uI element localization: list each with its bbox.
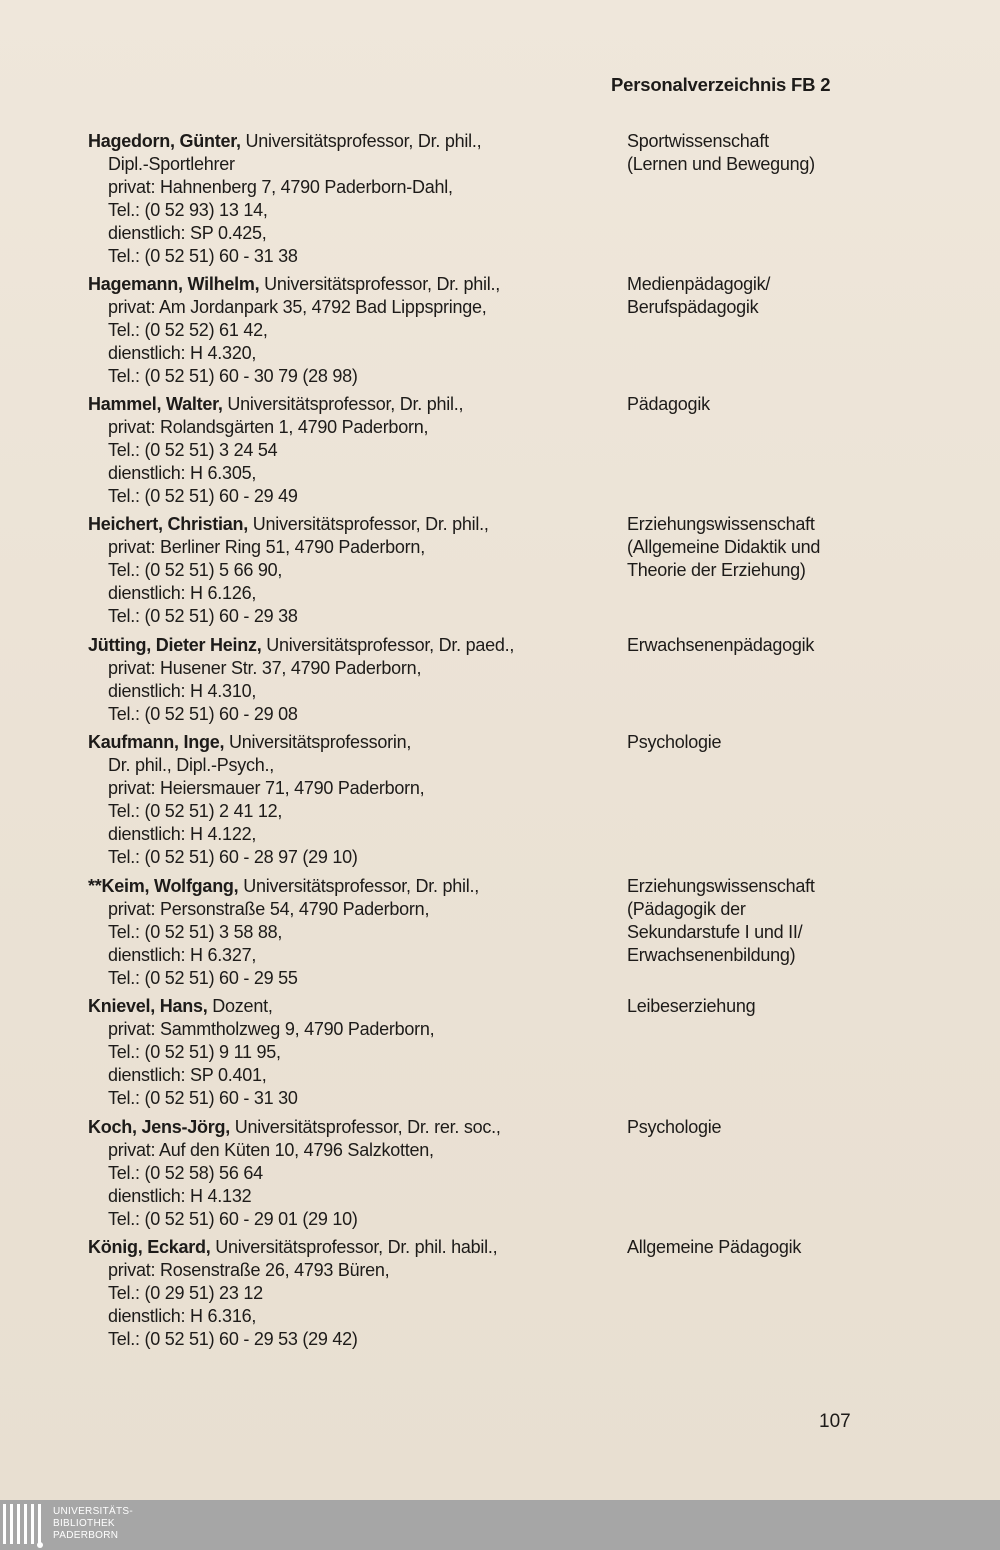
entry-line: dienstlich: H 4.122, xyxy=(108,824,257,844)
person-title: Dozent, xyxy=(207,996,273,1016)
entry-line: dienstlich: SP 0.425, xyxy=(108,223,267,243)
person-title: Universitätsprofessor, Dr. phil., xyxy=(240,131,482,151)
field-line: Allgemeine Pädagogik xyxy=(627,1237,802,1257)
person-title: Universitätsprofessor, Dr. phil., xyxy=(248,514,489,534)
field-line: Sekundarstufe I und II/ xyxy=(627,922,803,942)
person-name: Knievel, Hans, xyxy=(88,996,208,1016)
entry-line: privat: Am Jordanpark 35, 4792 Bad Lippspringe, xyxy=(108,297,487,317)
person-name: Hagedorn, Günter, xyxy=(88,131,241,151)
field-line: (Lernen und Bewegung) xyxy=(627,154,815,174)
field-line: Psychologie xyxy=(627,1117,722,1137)
entry-first-line xyxy=(88,273,608,296)
entry-line: privat: Rolandsgärten 1, 4790 Paderborn, xyxy=(108,417,429,437)
field-line: Erziehungswissenschaft xyxy=(627,876,815,896)
person-name: Hammel, Walter, xyxy=(88,394,223,414)
entry-details xyxy=(88,634,608,726)
entry-details xyxy=(88,1116,608,1231)
entry-details xyxy=(88,875,608,990)
entry-line: dienstlich: SP 0.401, xyxy=(108,1065,267,1085)
subject-field xyxy=(627,273,877,319)
subject-field xyxy=(627,513,877,582)
logo-line: UNIVERSITÄTS- xyxy=(53,1506,134,1517)
entry-line: Tel.: (0 52 93) 13 14, xyxy=(108,200,268,220)
entry-line: Tel.: (0 29 51) 23 12 xyxy=(108,1283,263,1303)
field-line: (Allgemeine Didaktik und xyxy=(627,537,821,557)
entry-line: Tel.: (0 52 51) 3 58 88, xyxy=(108,922,283,942)
field-line: Psychologie xyxy=(627,732,722,752)
entry-line: privat: Hahnenberg 7, 4790 Paderborn-Dahl, xyxy=(108,177,453,197)
entry-line: dienstlich: H 6.305, xyxy=(108,463,257,483)
entry-line: Dr. phil., Dipl.-Psych., xyxy=(108,755,275,775)
entry-line: Tel.: (0 52 51) 60 - 31 30 xyxy=(108,1088,298,1108)
logo-line: BIBLIOTHEK xyxy=(53,1518,115,1529)
entry-line: dienstlich: H 4.310, xyxy=(108,681,257,701)
subject-field xyxy=(627,1116,877,1139)
entry-first-line xyxy=(88,634,608,657)
person-name: König, Eckard, xyxy=(88,1237,211,1257)
person-name: Kaufmann, Inge, xyxy=(88,732,225,752)
entry-line: Tel.: (0 52 51) 60 - 29 49 xyxy=(108,486,298,506)
person-title: Universitätsprofessor, Dr. rer. soc., xyxy=(230,1117,501,1137)
entry-line: privat: Husener Str. 37, 4790 Paderborn, xyxy=(108,658,422,678)
field-line: Leibeserziehung xyxy=(627,996,756,1016)
person-title: Universitätsprofessor, Dr. phil., xyxy=(222,394,464,414)
entry-first-line xyxy=(88,875,608,898)
entry-line: privat: Rosenstraße 26, 4793 Büren, xyxy=(108,1260,390,1280)
entry-first-line xyxy=(88,393,608,416)
field-line: Pädagogik xyxy=(627,394,710,414)
entry-details xyxy=(88,273,608,388)
entry-line: Tel.: (0 52 58) 56 64 xyxy=(108,1163,263,1183)
library-footer xyxy=(0,1500,1000,1550)
entry-first-line xyxy=(88,513,608,536)
entry-line: Tel.: (0 52 51) 60 - 29 55 xyxy=(108,968,298,988)
person-name: Jütting, Dieter Heinz, xyxy=(88,635,262,655)
entry-line: privat: Berliner Ring 51, 4790 Paderborn, xyxy=(108,537,425,557)
entry-line: Tel.: (0 52 51) 60 - 29 53 (29 42) xyxy=(108,1329,358,1349)
person-title: Universitätsprofessor, Dr. phil. habil., xyxy=(210,1237,498,1257)
entry-line: Tel.: (0 52 51) 60 - 31 38 xyxy=(108,246,298,266)
logo-dot-icon xyxy=(37,1542,43,1548)
person-title: Universitätsprofessor, Dr. paed., xyxy=(261,635,515,655)
entry-details xyxy=(88,731,608,869)
entry-line: Tel.: (0 52 52) 61 42, xyxy=(108,320,268,340)
subject-field xyxy=(627,1236,877,1259)
entry-details xyxy=(88,130,608,268)
entry-line: Tel.: (0 52 51) 60 - 29 01 (29 10) xyxy=(108,1209,358,1229)
subject-field xyxy=(627,995,877,1018)
field-line: Sportwissenschaft xyxy=(627,131,769,151)
field-line: Berufspädagogik xyxy=(627,297,759,317)
subject-field xyxy=(627,634,877,657)
entry-details xyxy=(88,513,608,628)
subject-field xyxy=(627,130,877,176)
entry-first-line xyxy=(88,995,608,1018)
page-number: 107 xyxy=(819,1411,851,1432)
entry-line: Tel.: (0 52 51) 60 - 29 08 xyxy=(108,704,298,724)
field-line: (Pädagogik der xyxy=(627,899,746,919)
subject-field xyxy=(627,875,877,967)
field-line: Erwachsenenbildung) xyxy=(627,945,796,965)
entry-line: dienstlich: H 4.320, xyxy=(108,343,257,363)
field-line: Erziehungswissenschaft xyxy=(627,514,815,534)
person-title: Universitätsprofessor, Dr. phil., xyxy=(259,274,500,294)
entry-first-line xyxy=(88,731,608,754)
person-name: **Keim, Wolfgang, xyxy=(88,876,239,896)
person-name: Hagemann, Wilhelm, xyxy=(88,274,260,294)
entry-line: Tel.: (0 52 51) 5 66 90, xyxy=(108,560,283,580)
entry-line: privat: Personstraße 54, 4790 Paderborn, xyxy=(108,899,430,919)
entry-details xyxy=(88,1236,608,1351)
person-name: Heichert, Christian, xyxy=(88,514,249,534)
entry-line: dienstlich: H 4.132 xyxy=(108,1186,252,1206)
person-title: Universitätsprofessorin, xyxy=(224,732,412,752)
field-line: Erwachsenenpädagogik xyxy=(627,635,815,655)
page-header: Personalverzeichnis FB 2 xyxy=(611,74,831,95)
subject-field xyxy=(627,393,877,416)
field-line: Theorie der Erziehung) xyxy=(627,560,806,580)
entry-details xyxy=(88,393,608,508)
entry-line: privat: Sammtholzweg 9, 4790 Paderborn, xyxy=(108,1019,435,1039)
library-logo-icon xyxy=(3,1504,47,1546)
entry-line: Tel.: (0 52 51) 60 - 28 97 (29 10) xyxy=(108,847,358,867)
entry-details xyxy=(88,995,608,1110)
person-title: Universitätsprofessor, Dr. phil., xyxy=(238,876,480,896)
entry-line: dienstlich: H 6.126, xyxy=(108,583,257,603)
entry-line: dienstlich: H 6.316, xyxy=(108,1306,257,1326)
entry-line: dienstlich: H 6.327, xyxy=(108,945,257,965)
field-line: Medienpädagogik/ xyxy=(627,274,771,294)
entry-line: Tel.: (0 52 51) 60 - 30 79 (28 98) xyxy=(108,366,358,386)
entry-first-line xyxy=(88,1236,608,1259)
entry-line: Tel.: (0 52 51) 9 11 95, xyxy=(108,1042,281,1062)
entry-first-line xyxy=(88,130,608,153)
entry-first-line xyxy=(88,1116,608,1139)
entry-line: privat: Auf den Küten 10, 4796 Salzkotten, xyxy=(108,1140,434,1160)
entry-line: Tel.: (0 52 51) 2 41 12, xyxy=(108,801,283,821)
entry-line: Tel.: (0 52 51) 3 24 54 xyxy=(108,440,278,460)
logo-line: PADERBORN xyxy=(53,1530,119,1541)
entry-line: Dipl.-Sportlehrer xyxy=(108,154,235,174)
person-name: Koch, Jens-Jörg, xyxy=(88,1117,231,1137)
subject-field xyxy=(627,731,877,754)
entry-line: privat: Heiersmauer 71, 4790 Paderborn, xyxy=(108,778,425,798)
entry-line: Tel.: (0 52 51) 60 - 29 38 xyxy=(108,606,298,626)
library-logo-text xyxy=(53,1506,133,1542)
